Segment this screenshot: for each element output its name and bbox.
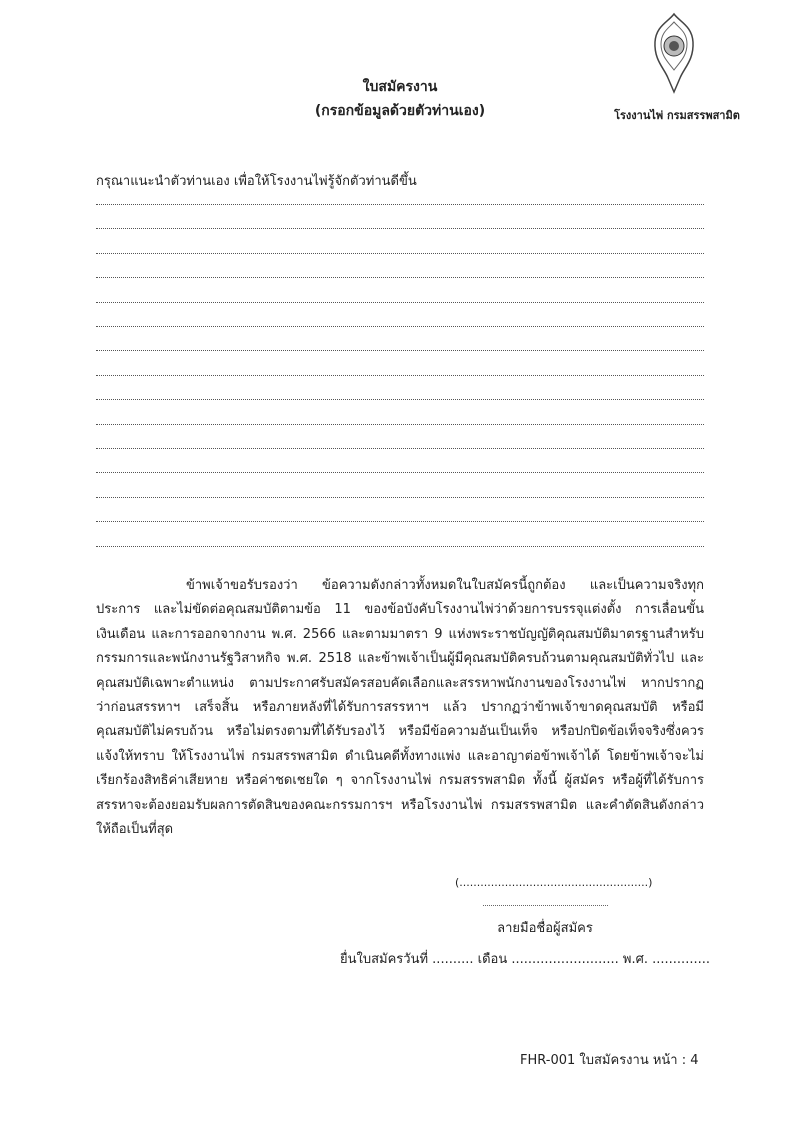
blank-answer-line[interactable] (96, 520, 704, 522)
signature-name-field[interactable]: (......................................................) (455, 876, 653, 889)
blank-answer-line[interactable] (96, 203, 704, 205)
declaration-line: สรรหาจะต้องยอมรับผลการตัดสินของคณะกรรมการฯ หรือโรงงานไพ่ กรมสรรพสามิต และคำตัดสินดังกล่าว (96, 797, 704, 813)
declaration-line: คุณสมบัติไม่ครบถ้วน หรือไม่ตรงตามที่ได้รับรองไว้ หรือมีข้อความอันเป็นเท็จ หรือปกปิดข้อเท็จจริงซึ่งควร (96, 724, 704, 740)
blank-answer-line[interactable] (96, 545, 704, 547)
emblem-logo-icon (650, 12, 698, 94)
declaration-line: กรรมการและพนักงานรัฐวิสาหกิจ พ.ศ. 2518 และข้าพเจ้าเป็นผู้มีคุณสมบัติครบถ้วนตามคุณสมบัติทั่วไป และ (96, 651, 704, 667)
declaration-line: เงินเดือน และการออกจากงาน พ.ศ. 2566 และตามมาตรา 9 แห่งพระราชบัญญัติคุณสมบัติมาตรฐานสำหรับ (96, 626, 704, 642)
declaration-line: ข้าพเจ้าขอรับรองว่า ข้อความดังกล่าวทั้งหมดในใบสมัครนี้ถูกต้อง และเป็นความจริงทุก (186, 578, 704, 593)
blank-answer-line[interactable] (96, 447, 704, 449)
declaration-line: คุณสมบัติเฉพาะตำแหน่ง ตามประกาศรับสมัครสอบคัดเลือกและสรรหาพนักงานของโรงงานไพ่ หากปรากฏ (96, 675, 704, 691)
blank-answer-line[interactable] (96, 423, 704, 425)
blank-answer-line[interactable] (96, 252, 704, 254)
declaration-line: แจ้งให้ทราบ ให้โรงงานไพ่ กรมสรรพสามิต ดำเนินคดีทั้งทางแพ่ง และอาญาต่อข้าพเจ้าได้ โดยข้าพเจ้าจะไม่ (96, 748, 704, 764)
declaration-line: ว่าก่อนสรรหาฯ เสร็จสิ้น หรือภายหลังที่ได้รับการสรรหาฯ แล้ว ปรากฏว่าข้าพเจ้าขาดคุณสมบัติ หรือมี (96, 700, 704, 716)
signature-line[interactable] (483, 905, 608, 906)
organization-name: โรงงานไพ่ กรมสรรพสามิต (614, 109, 740, 122)
blank-answer-line[interactable] (96, 325, 704, 327)
intro-prompt: กรุณาแนะนำตัวท่านเอง เพื่อให้โรงงานไพ่รู้จักตัวท่านดีขึ้น (96, 174, 417, 189)
signature-label: ลายมือชื่อผู้สมัคร (497, 921, 593, 936)
blank-answer-line[interactable] (96, 374, 704, 376)
form-title: ใบสมัครงาน (362, 79, 438, 95)
declaration-paragraph (96, 574, 704, 842)
submission-date-line[interactable]: ยื่นใบสมัครวันที่ .......... เดือน .......................... พ.ศ. .............. (340, 952, 710, 967)
declaration-line: ประการ และไม่ขัดต่อคุณสมบัติตามข้อ 11 ของข้อบังคับโรงงานไพ่ว่าด้วยการบรรจุแต่งตั้ง การเลื่อนขั้น (96, 602, 704, 618)
declaration-line: เรียกร้องสิทธิค่าเสียหาย หรือค่าชดเชยใด ๆ จากโรงงานไพ่ กรมสรรพสามิต ทั้งนี้ ผู้สมัคร หรือผู้ที่ได้รับการ (96, 773, 704, 789)
blank-answer-line[interactable] (96, 301, 704, 303)
blank-answer-line[interactable] (96, 349, 704, 351)
blank-answer-line[interactable] (96, 471, 704, 473)
declaration-line: ให้ถือเป็นที่สุด (96, 822, 174, 838)
blank-answer-line[interactable] (96, 227, 704, 229)
blank-answer-line[interactable] (96, 496, 704, 498)
blank-answer-line[interactable] (96, 276, 704, 278)
page-footer: FHR-001 ใบสมัครงาน หน้า : 4 (520, 1053, 699, 1068)
form-subtitle: (กรอกข้อมูลด้วยตัวท่านเอง) (314, 103, 486, 119)
blank-answer-line[interactable] (96, 398, 704, 400)
